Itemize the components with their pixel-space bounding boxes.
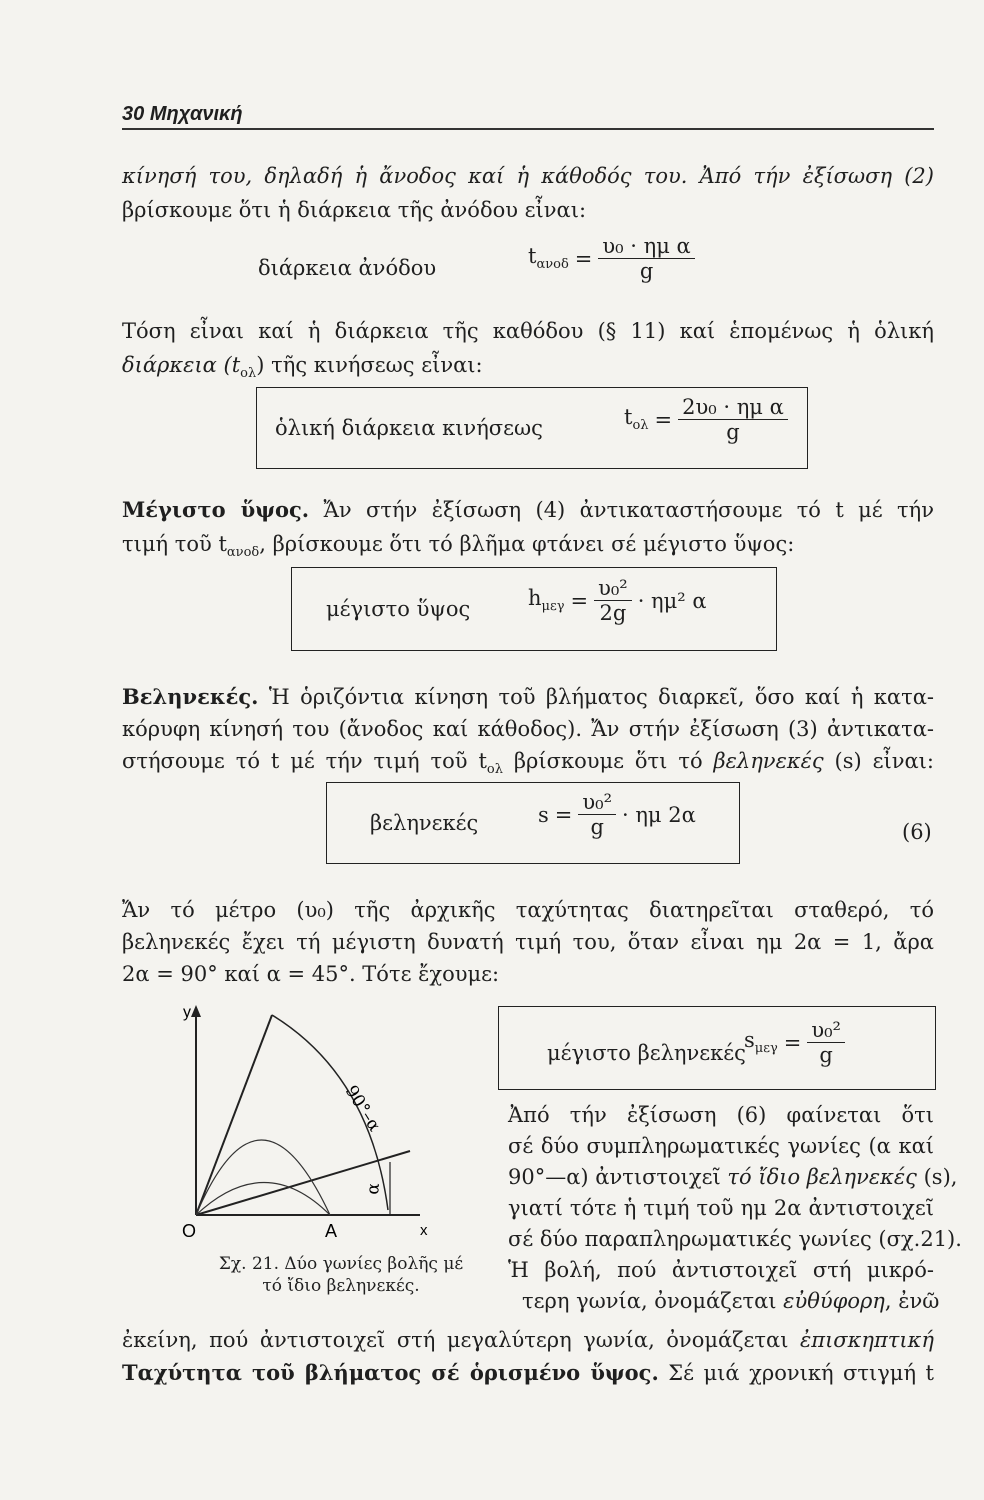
para1-line1: κίνησή του, δηλαδή ἡ ἄνοδος καί ἡ κάθοδός του. Ἀπό τήν ἐξίσωση (2) <box>122 164 934 188</box>
eq-height-label: μέγιστο ὕψος <box>326 597 471 621</box>
heading-range: Βεληνεκές. <box>122 684 259 709</box>
point-a-label: A <box>325 1221 338 1240</box>
eq-range-label: βεληνεκές <box>370 811 479 835</box>
eq-ascent-num: υ₀ · ημ α <box>598 234 694 259</box>
para3-line1: Μέγιστο ὕψος. Ἄν στήν ἐξίσωση (4) ἀντικαταστήσουμε τό t μέ τήν <box>122 497 934 522</box>
heading-max-height: Μέγιστο ὕψος. <box>122 497 310 522</box>
eq-ascent-den: g <box>639 259 654 283</box>
running-title: Μηχανική <box>149 103 243 125</box>
eq-total-label: ὁλική διάρκεια κινήσεως <box>275 416 543 440</box>
para5-line3: 2α = 90° καί α = 45°. Τότε ἔχουμε: <box>122 962 500 986</box>
steep-launch-line <box>196 1015 272 1215</box>
shallow-trajectory <box>196 1183 330 1216</box>
eq-range-formula: s = $\frac{\text{υ₀²}}{g}$ · ημ 2α <box>538 790 696 839</box>
para4-line3: στήσουμε τό t μέ τήν τιμή τοῦ $t_{o\lambda}$ βρίσκουμε ὅτι τό βεληνεκές (s) εἶναι: <box>122 749 934 778</box>
para1-line2: βρίσκουμε ὅτι ἡ διάρκεια τῆς ἀνόδου εἶναι: <box>122 198 587 222</box>
para2-line1: Τόση εἶναι καί ἡ διάρκεια τῆς καθόδου (§ 11) καί ἑπομένως ἡ ὁλική <box>122 319 934 343</box>
page-number: 30 <box>122 103 145 125</box>
para2-line2: διάρκεια $(t_{o\lambda})$ τῆς κινήσεως εἶναι: <box>122 353 483 382</box>
origin-label: O <box>182 1221 197 1240</box>
figure-caption: Σχ. 21. Δύο γωνίες βολῆς μέ τό ἴδιο βεληνεκές. <box>218 1254 464 1296</box>
eq-ascent-lhs: t <box>528 244 537 269</box>
eq-total-den: g <box>726 420 740 444</box>
eq-total-formula: $t_{o\lambda}$ = $\frac{\text{2υ₀ · ημ α}}{g}$ <box>624 395 788 444</box>
angle-big-label: 90°–α <box>340 1082 385 1136</box>
eq-maxrange-formula: $s_{\mu\varepsilon\gamma}$ = $\frac{\text{υ₀²}}{g}$ <box>744 1018 845 1067</box>
eq-ascent-lhs-sub: ανοδ <box>536 257 569 273</box>
page-header <box>122 103 243 126</box>
right-column-text: Ἀπό τήν ἐξίσωση (6) φαίνεται ὅτι σέ δύο συμπληρωματικές γωνίες (α καί 90°—α) ἀντιστοιχεῖ τό ἴδιο βεληνεκές (s), γιατί τότε ἡ τιμή τοῦ ημ 2α ἀντιστοιχεῖ σέ δύο παραπληρωματικές γωνίες (σχ.21). Ἡ βολή, πού ἀντιστοιχεῖ στή μικρό- τερη γωνία, ὀνομάζεται εὐθύφορη, ἐνῶ <box>508 1103 962 1313</box>
figure-21 <box>120 995 440 1240</box>
steep-trajectory <box>196 1140 330 1215</box>
eq-height-formula: $h_{\mu\varepsilon\gamma}$ = $\frac{\text{υ₀²}}{2g}$ · ημ² α <box>528 576 707 625</box>
angle-small-label: α <box>363 1182 384 1196</box>
heading-velocity-height: Ταχύτητα τοῦ βλήματος σέ ὁρισμένο ὕψος. <box>122 1360 659 1385</box>
y-label: y <box>183 1004 191 1021</box>
eq-ascent-formula: $t_{\alpha\nu o\delta}$ = $\frac{\text{υ₀ · ημ α}}{g}$ <box>528 234 695 283</box>
header-rule <box>122 128 934 130</box>
para5-line1: Ἄν τό μέτρο (υ₀) τῆς ἀρχικῆς ταχύτητας διατηρεῖται σταθερό, τό <box>122 898 934 922</box>
eq-total-num: 2υ₀ · ημ α <box>678 395 788 420</box>
para5-line2: βεληνεκές ἔχει τή μέγιστη δυνατή τιμή του, ὅταν εἶναι ημ 2α = 1, ἄρα <box>122 930 934 954</box>
para4-line1: Βεληνεκές. Ἡ ὁριζόντια κίνηση τοῦ βλήματος διαρκεῖ, ὅσο καί ἡ κατα- <box>122 684 934 709</box>
eq-range-number: (6) <box>902 820 932 844</box>
eq-maxrange-label: μέγιστο βεληνεκές <box>547 1041 746 1065</box>
para4-line2: κόρυφη κίνησή του (ἄνοδος καί κάθοδος). Ἄν στήν ἐξίσωση (3) ἀντικατα- <box>122 717 934 741</box>
para6-line2: Ταχύτητα τοῦ βλήματος σέ ὁρισμένο ὕψος. Σέ μιά χρονική στιγμή t <box>122 1360 934 1385</box>
eq-ascent-label: διάρκεια ἀνόδου <box>258 256 437 280</box>
y-axis-arrow <box>191 1005 201 1017</box>
para6-line1: ἐκείνη, πού ἀντιστοιχεῖ στή μεγαλύτερη γωνία, ὀνομάζεται ἐπισκηπτική <box>122 1328 934 1352</box>
para3-line2: τιμή τοῦ $t_{\alpha\nu o\delta}$, βρίσκουμε ὅτι τό βλῆμα φτάνει σέ μέγιστο ὕψος: <box>122 532 795 561</box>
x-label: x <box>420 1222 428 1239</box>
